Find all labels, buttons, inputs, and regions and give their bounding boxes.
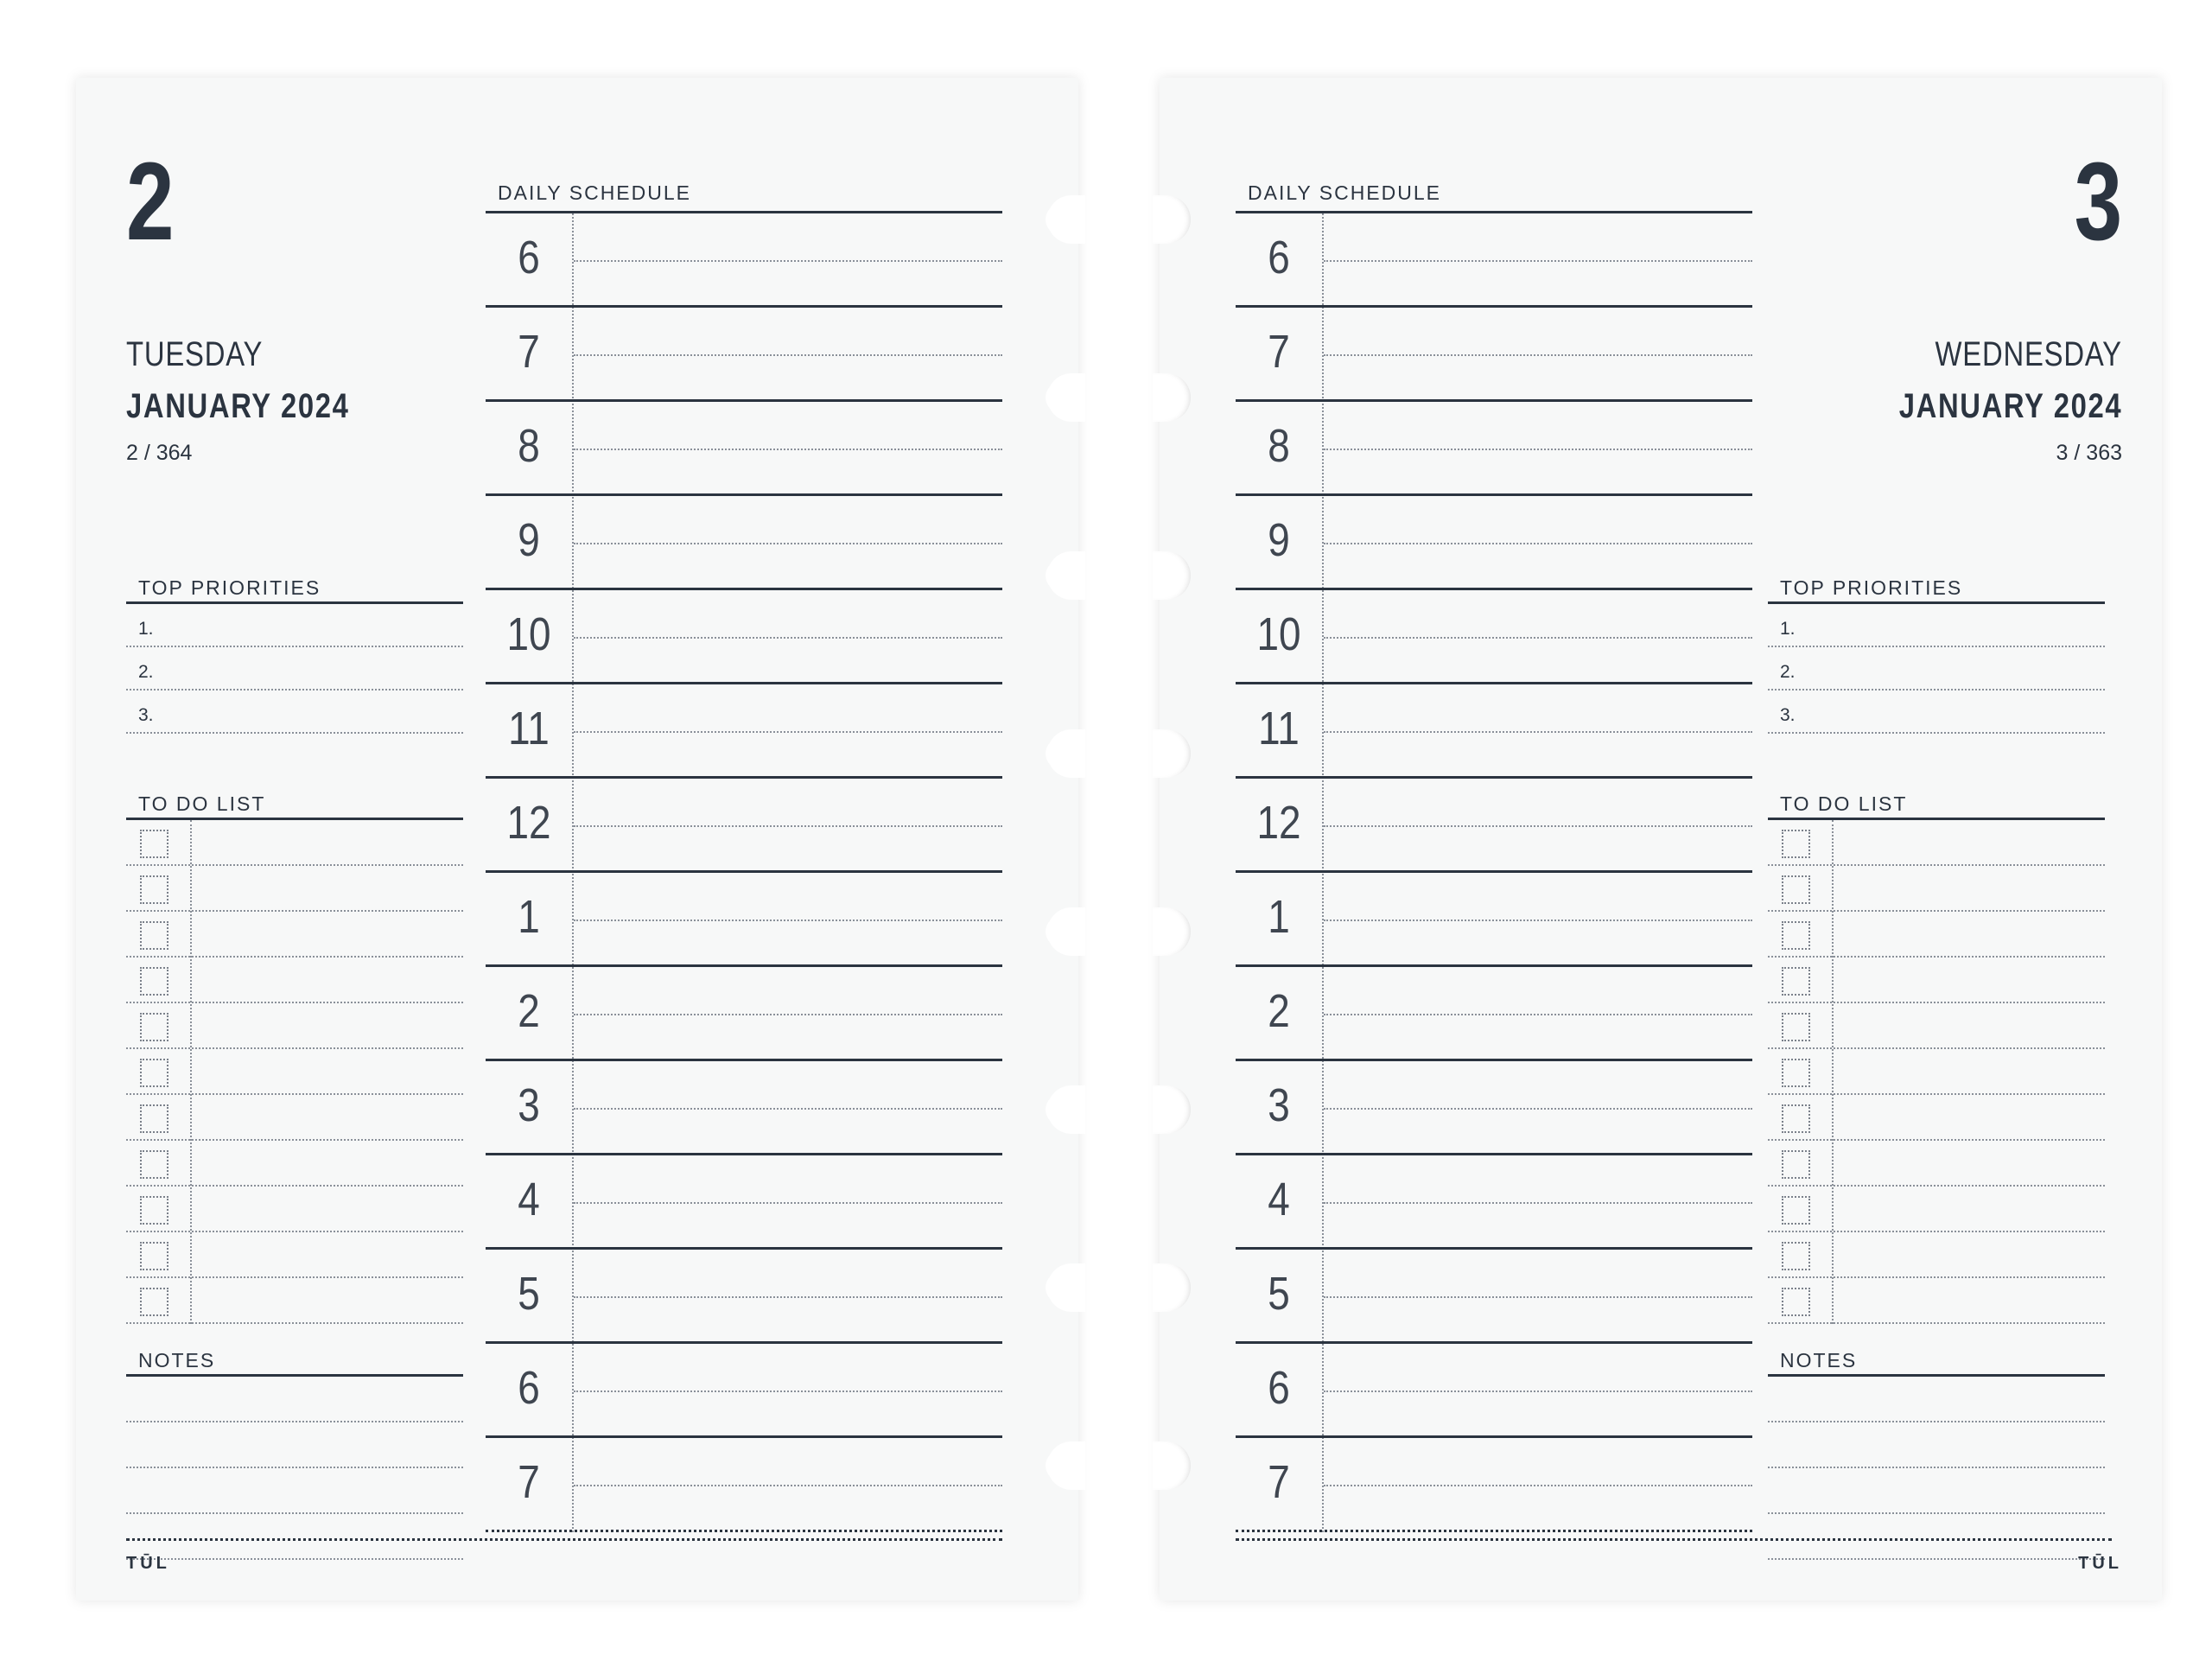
schedule-hour-row[interactable] xyxy=(486,967,1002,1061)
hour-label: 6 xyxy=(518,232,540,283)
daily-schedule-title: DAILY SCHEDULE xyxy=(1248,181,1441,204)
todo-item[interactable] xyxy=(126,1095,463,1141)
todo-checkbox[interactable] xyxy=(1782,1196,1810,1225)
bottom-rule xyxy=(126,1538,1002,1541)
top-priorities-section xyxy=(126,574,463,734)
binder-hole xyxy=(1047,373,1085,422)
todo-item[interactable] xyxy=(1768,1232,2105,1278)
todo-item[interactable] xyxy=(126,1003,463,1049)
priority-item[interactable]: 1. xyxy=(1768,604,2105,647)
todo-item[interactable] xyxy=(126,1232,463,1278)
schedule-hour-row[interactable] xyxy=(1236,779,1752,873)
bottom-rule xyxy=(1236,1538,2112,1541)
half-hour-line xyxy=(1324,449,1752,450)
schedule-hour-row[interactable] xyxy=(486,402,1002,496)
half-hour-line xyxy=(574,449,1002,450)
todo-item[interactable] xyxy=(1768,1095,2105,1141)
todo-item[interactable] xyxy=(1768,866,2105,912)
daily-schedule xyxy=(1236,175,1752,1532)
daily-schedule xyxy=(486,175,1002,1532)
daily-schedule-title: DAILY SCHEDULE xyxy=(498,181,691,204)
todo-checkbox[interactable] xyxy=(140,830,168,858)
schedule-hour-row[interactable] xyxy=(486,213,1002,308)
notes-title: NOTES xyxy=(1768,1346,2105,1377)
notes-section xyxy=(1768,1346,2105,1560)
todo-item[interactable] xyxy=(1768,1049,2105,1095)
hour-label: 12 xyxy=(506,797,551,849)
top-priorities-title: TOP PRIORITIES xyxy=(1768,574,2105,604)
binder-hole xyxy=(1047,551,1085,600)
binder-hole xyxy=(1047,1263,1085,1312)
schedule-hour-row[interactable] xyxy=(1236,213,1752,308)
schedule-hour-row[interactable] xyxy=(1236,873,1752,967)
half-hour-line xyxy=(574,731,1002,733)
binder-hole xyxy=(1047,907,1085,956)
hour-label: 10 xyxy=(1256,608,1301,660)
half-hour-line xyxy=(574,1296,1002,1298)
todo-item[interactable] xyxy=(1768,820,2105,866)
schedule-hour-row[interactable] xyxy=(1236,967,1752,1061)
schedule-hour-row[interactable] xyxy=(1236,496,1752,590)
todo-section xyxy=(1768,790,2105,1324)
hour-label: 7 xyxy=(518,326,540,378)
todo-item[interactable] xyxy=(1768,958,2105,1003)
schedule-hour-row[interactable] xyxy=(1236,1250,1752,1344)
schedule-hour-row[interactable] xyxy=(1236,308,1752,402)
binder-hole xyxy=(1153,551,1191,600)
half-hour-line xyxy=(574,1390,1002,1392)
half-hour-line xyxy=(1324,1485,1752,1486)
hour-label: 1 xyxy=(1268,891,1290,943)
schedule-hour-row[interactable] xyxy=(486,1344,1002,1438)
note-line[interactable] xyxy=(1768,1514,2105,1560)
todo-checkbox[interactable] xyxy=(140,921,168,950)
hour-label: 1 xyxy=(518,891,540,943)
binder-hole xyxy=(1153,1263,1191,1312)
hour-label: 10 xyxy=(506,608,551,660)
todo-checkbox[interactable] xyxy=(140,1104,168,1133)
schedule-hour-row[interactable] xyxy=(1236,1155,1752,1250)
brand-logo: TŪL xyxy=(126,1554,170,1573)
todo-item[interactable] xyxy=(1768,1003,2105,1049)
note-line[interactable] xyxy=(1768,1468,2105,1514)
note-line[interactable] xyxy=(126,1422,463,1468)
priority-item[interactable]: 2. xyxy=(1768,647,2105,690)
hour-label: 6 xyxy=(1268,1362,1290,1414)
todo-item[interactable] xyxy=(1768,1278,2105,1324)
todo-item[interactable] xyxy=(126,958,463,1003)
binder-hole xyxy=(1047,729,1085,778)
hour-label: 6 xyxy=(518,1362,540,1414)
binder-hole xyxy=(1153,907,1191,956)
hour-label: 6 xyxy=(1268,232,1290,283)
hour-label: 11 xyxy=(508,703,550,754)
todo-checkbox[interactable] xyxy=(1782,875,1810,904)
todo-checkbox[interactable] xyxy=(1782,830,1810,858)
hour-label: 11 xyxy=(1258,703,1300,754)
binder-hole xyxy=(1153,1441,1191,1490)
binder-hole xyxy=(1047,1441,1085,1490)
todo-item[interactable] xyxy=(126,1049,463,1095)
half-hour-line xyxy=(1324,825,1752,827)
note-line[interactable] xyxy=(126,1377,463,1422)
binder-hole xyxy=(1153,729,1191,778)
day-number: 3 xyxy=(2074,140,2122,264)
hour-label: 9 xyxy=(518,514,540,566)
todo-item[interactable] xyxy=(126,1187,463,1232)
hour-label: 3 xyxy=(1268,1079,1290,1131)
todo-checkbox[interactable] xyxy=(140,1196,168,1225)
schedule-hour-row[interactable] xyxy=(486,590,1002,684)
todo-title: TO DO LIST xyxy=(126,790,463,820)
half-hour-line xyxy=(574,920,1002,921)
priorities-list xyxy=(126,604,463,734)
todo-checkbox[interactable] xyxy=(1782,1288,1810,1316)
half-hour-line xyxy=(1324,1014,1752,1015)
todo-list xyxy=(126,820,463,1324)
binder-hole xyxy=(1153,1085,1191,1134)
todo-list xyxy=(1768,820,2105,1324)
schedule-hour-row[interactable] xyxy=(486,779,1002,873)
schedule-hour-row[interactable] xyxy=(486,1438,1002,1532)
half-hour-line xyxy=(1324,260,1752,262)
half-hour-line xyxy=(574,637,1002,639)
note-line[interactable] xyxy=(1768,1377,2105,1422)
schedule-rows xyxy=(1236,211,1752,1532)
priority-item[interactable]: 3. xyxy=(126,690,463,734)
half-hour-line xyxy=(1324,354,1752,356)
half-hour-line xyxy=(574,1485,1002,1486)
half-hour-line xyxy=(574,260,1002,262)
half-hour-line xyxy=(574,354,1002,356)
hour-label: 2 xyxy=(518,985,540,1037)
schedule-hour-row[interactable] xyxy=(486,1250,1002,1344)
todo-item[interactable] xyxy=(126,1278,463,1324)
weekday-label: TUESDAY xyxy=(126,335,264,373)
todo-checkbox[interactable] xyxy=(140,967,168,996)
todo-title: TO DO LIST xyxy=(1768,790,2105,820)
note-line[interactable] xyxy=(126,1468,463,1514)
schedule-rows xyxy=(486,211,1002,1532)
half-hour-line xyxy=(1324,1390,1752,1392)
todo-item[interactable] xyxy=(1768,1187,2105,1232)
priority-item[interactable]: 2. xyxy=(126,647,463,690)
top-priorities-section xyxy=(1768,574,2105,734)
half-hour-line xyxy=(1324,1296,1752,1298)
todo-checkbox[interactable] xyxy=(1782,1104,1810,1133)
hour-label: 8 xyxy=(1268,420,1290,472)
note-line[interactable] xyxy=(126,1514,463,1560)
todo-checkbox[interactable] xyxy=(1782,1059,1810,1087)
binder-hole xyxy=(1047,195,1085,244)
hour-label: 4 xyxy=(518,1174,540,1225)
todo-item[interactable] xyxy=(1768,1141,2105,1187)
todo-checkbox[interactable] xyxy=(140,1150,168,1179)
schedule-hour-row[interactable] xyxy=(1236,590,1752,684)
schedule-hour-row[interactable] xyxy=(486,496,1002,590)
notes-lines xyxy=(1768,1377,2105,1560)
half-hour-line xyxy=(1324,543,1752,544)
schedule-hour-row[interactable] xyxy=(1236,402,1752,496)
hour-label: 7 xyxy=(1268,326,1290,378)
todo-checkbox[interactable] xyxy=(140,1242,168,1270)
hour-label: 12 xyxy=(1256,797,1301,849)
planner-page-right xyxy=(1160,78,2162,1600)
todo-item[interactable] xyxy=(126,866,463,912)
hour-label: 5 xyxy=(1268,1268,1290,1320)
todo-checkbox[interactable] xyxy=(1782,967,1810,996)
schedule-hour-row[interactable] xyxy=(486,1155,1002,1250)
schedule-hour-row[interactable] xyxy=(1236,1438,1752,1532)
todo-item[interactable] xyxy=(1768,912,2105,958)
note-line[interactable] xyxy=(1768,1422,2105,1468)
hour-label: 3 xyxy=(518,1079,540,1131)
schedule-hour-row[interactable] xyxy=(1236,1061,1752,1155)
binder-hole xyxy=(1153,195,1191,244)
brand-logo: TŪL xyxy=(2078,1554,2122,1573)
hour-label: 2 xyxy=(1268,985,1290,1037)
half-hour-line xyxy=(574,1108,1002,1110)
hour-label: 7 xyxy=(518,1456,540,1508)
schedule-hour-row[interactable] xyxy=(1236,684,1752,779)
hour-label: 4 xyxy=(1268,1174,1290,1225)
todo-checkbox[interactable] xyxy=(1782,1242,1810,1270)
half-hour-line xyxy=(1324,920,1752,921)
todo-item[interactable] xyxy=(126,912,463,958)
hour-label: 5 xyxy=(518,1268,540,1320)
todo-checkbox[interactable] xyxy=(140,1288,168,1316)
day-count-label: 2 / 364 xyxy=(126,441,193,465)
schedule-hour-row[interactable] xyxy=(486,1061,1002,1155)
todo-checkbox[interactable] xyxy=(140,1059,168,1087)
month-year-label: JANUARY 2024 xyxy=(1898,387,2122,425)
schedule-hour-row[interactable] xyxy=(486,684,1002,779)
todo-item[interactable] xyxy=(126,1141,463,1187)
schedule-hour-row[interactable] xyxy=(486,873,1002,967)
half-hour-line xyxy=(1324,1202,1752,1204)
todo-checkbox[interactable] xyxy=(1782,1150,1810,1179)
binder-hole xyxy=(1047,1085,1085,1134)
notes-section xyxy=(126,1346,463,1560)
todo-checkbox[interactable] xyxy=(1782,1013,1810,1041)
day-count-label: 3 / 363 xyxy=(2056,441,2122,465)
hour-label: 9 xyxy=(1268,514,1290,566)
hour-label: 7 xyxy=(1268,1456,1290,1508)
todo-item[interactable] xyxy=(126,820,463,866)
half-hour-line xyxy=(574,543,1002,544)
todo-checkbox[interactable] xyxy=(140,875,168,904)
todo-checkbox[interactable] xyxy=(1782,921,1810,950)
notes-lines xyxy=(126,1377,463,1560)
half-hour-line xyxy=(574,825,1002,827)
day-number: 2 xyxy=(126,140,175,264)
priority-item[interactable]: 3. xyxy=(1768,690,2105,734)
schedule-hour-row[interactable] xyxy=(486,308,1002,402)
half-hour-line xyxy=(1324,731,1752,733)
month-year-label: JANUARY 2024 xyxy=(126,387,350,425)
notes-title: NOTES xyxy=(126,1346,463,1377)
todo-checkbox[interactable] xyxy=(140,1013,168,1041)
priority-item[interactable]: 1. xyxy=(126,604,463,647)
top-priorities-title: TOP PRIORITIES xyxy=(126,574,463,604)
todo-section xyxy=(126,790,463,1324)
hour-label: 8 xyxy=(518,420,540,472)
binder-hole xyxy=(1153,373,1191,422)
half-hour-line xyxy=(1324,1108,1752,1110)
half-hour-line xyxy=(574,1014,1002,1015)
half-hour-line xyxy=(1324,637,1752,639)
schedule-hour-row[interactable] xyxy=(1236,1344,1752,1438)
planner-page-left xyxy=(76,78,1078,1600)
half-hour-line xyxy=(574,1202,1002,1204)
priorities-list xyxy=(1768,604,2105,734)
weekday-label: WEDNESDAY xyxy=(1935,335,2122,373)
